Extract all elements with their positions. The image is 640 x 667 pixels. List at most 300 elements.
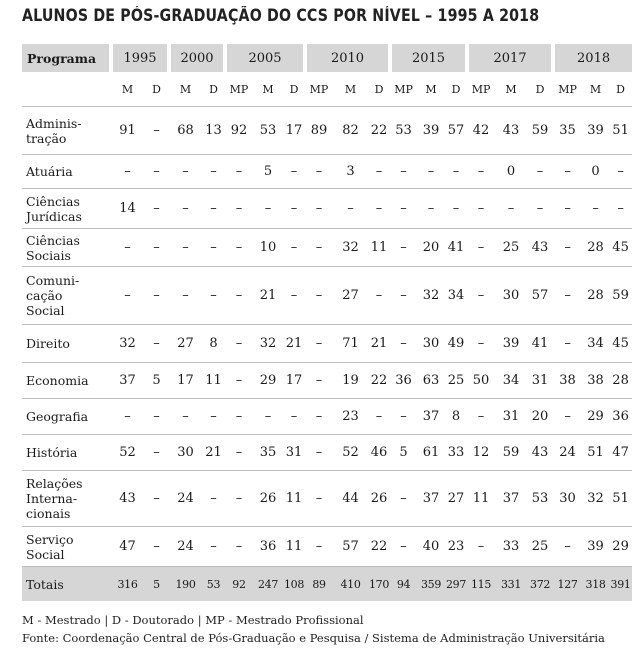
program-name-line: Atuária (26, 164, 73, 179)
value-cell: – (225, 363, 253, 399)
value-cell: 51 (609, 107, 632, 155)
legend-note: M - Mestrado | D - Doutorado | MP - Mestrado Profissional (22, 613, 364, 627)
value-cell: – (283, 399, 305, 435)
level-header: MP (471, 82, 491, 96)
value-cell: 49 (445, 325, 467, 363)
program-name (22, 189, 111, 229)
value-cell: 32 (417, 267, 445, 325)
value-cell: 91 (111, 107, 144, 155)
value-cell: 43 (527, 229, 553, 267)
value-cell: 38 (582, 363, 609, 399)
level-header: D (451, 82, 461, 96)
value-cell: – (305, 229, 333, 267)
value-cell: – (368, 155, 390, 189)
table-row (22, 527, 632, 567)
value-cell: – (368, 399, 390, 435)
value-cell: 33 (445, 435, 467, 471)
program-name-line: Social (26, 303, 65, 318)
value-cell: – (144, 399, 169, 435)
value-cell: 53 (527, 471, 553, 527)
value-cell: – (390, 229, 417, 267)
value-cell: – (225, 527, 253, 567)
value-cell: 17 (169, 363, 202, 399)
value-cell: – (553, 325, 582, 363)
value-cell: 5 (253, 155, 283, 189)
value-cell: 51 (609, 471, 632, 527)
value-cell: – (305, 363, 333, 399)
value-cell: 68 (169, 107, 202, 155)
total-cell: 53 (202, 567, 225, 602)
value-cell: – (169, 155, 202, 189)
total-cell: 318 (582, 567, 609, 602)
program-name (22, 229, 111, 267)
value-cell: 29 (582, 399, 609, 435)
value-cell: – (305, 155, 333, 189)
value-cell: – (225, 189, 253, 229)
value-cell: – (495, 189, 527, 229)
value-cell: 11 (283, 471, 305, 527)
value-cell: 42 (467, 107, 495, 155)
value-cell: 23 (445, 527, 467, 567)
level-header: M (179, 82, 192, 96)
value-cell: – (283, 267, 305, 325)
value-cell: 43 (495, 107, 527, 155)
value-cell: 39 (495, 325, 527, 363)
value-cell: 21 (368, 325, 390, 363)
value-cell: – (467, 155, 495, 189)
value-cell: – (609, 189, 632, 229)
program-name-line: tração (26, 130, 67, 146)
level-header: MP (394, 82, 413, 96)
value-cell: 34 (495, 363, 527, 399)
total-cell: 372 (527, 567, 553, 602)
value-cell: – (144, 527, 169, 567)
value-cell: – (111, 267, 144, 325)
value-cell: – (225, 229, 253, 267)
value-cell: – (467, 527, 495, 567)
level-header: M (425, 82, 437, 96)
program-name-line: Serviço (26, 531, 74, 547)
value-cell: 43 (527, 435, 553, 471)
value-cell: 21 (202, 435, 225, 471)
value-cell: 32 (111, 325, 144, 363)
value-cell: – (390, 527, 417, 567)
value-cell: – (202, 527, 225, 567)
source-note: Fonte: Coordenação Central de Pós-Graduação e Pesquisa / Sistema de Administração Universitária (22, 631, 605, 645)
value-cell: – (553, 267, 582, 325)
program-name-line: Relações (26, 476, 83, 491)
value-cell: – (202, 229, 225, 267)
value-cell: – (144, 229, 169, 267)
value-cell: 32 (582, 471, 609, 527)
value-cell: – (445, 155, 467, 189)
value-cell: – (225, 435, 253, 471)
program-name (22, 363, 111, 399)
value-cell: 82 (333, 107, 368, 155)
value-cell: 59 (609, 267, 632, 325)
program-name-line: Direito (26, 336, 70, 351)
year-header: 2015 (390, 44, 467, 72)
program-name-line: Geografia (26, 409, 89, 424)
table-row (22, 399, 632, 435)
value-cell: 63 (417, 363, 445, 399)
value-cell: 19 (333, 363, 368, 399)
value-cell: 59 (527, 107, 553, 155)
value-cell: – (417, 155, 445, 189)
level-header: M (505, 82, 517, 96)
value-cell: – (283, 155, 305, 189)
program-name-line: cionais (26, 506, 71, 521)
total-cell: 297 (445, 567, 467, 602)
value-cell: 17 (283, 363, 305, 399)
value-cell: 30 (169, 435, 202, 471)
table-row (22, 435, 632, 471)
value-cell: 3 (333, 155, 368, 189)
value-cell: 47 (111, 527, 144, 567)
value-cell: 34 (445, 267, 467, 325)
year-header: 2017 (467, 44, 553, 72)
footnotes (22, 611, 605, 647)
program-name-line: Jurídicas (26, 208, 82, 224)
value-cell: – (527, 155, 553, 189)
value-cell: 20 (417, 229, 445, 267)
value-cell: 35 (553, 107, 582, 155)
total-cell: 316 (111, 567, 144, 602)
value-cell: 28 (582, 267, 609, 325)
value-cell: – (225, 267, 253, 325)
value-cell: 11 (467, 471, 495, 527)
value-cell: 14 (111, 189, 144, 229)
value-cell: 36 (253, 527, 283, 567)
value-cell: 57 (333, 527, 368, 567)
year-header-row (22, 44, 632, 72)
value-cell: 57 (527, 267, 553, 325)
value-cell: 24 (553, 435, 582, 471)
total-cell: 94 (390, 567, 417, 602)
value-cell: – (368, 189, 390, 229)
value-cell: 44 (333, 471, 368, 527)
value-cell: 45 (609, 229, 632, 267)
value-cell: 17 (283, 107, 305, 155)
level-header: D (616, 82, 625, 96)
value-cell: 33 (495, 527, 527, 567)
table-row (22, 363, 632, 399)
value-cell: 71 (333, 325, 368, 363)
program-name (22, 527, 111, 567)
value-cell: 41 (445, 229, 467, 267)
year-header: 1995 (111, 44, 169, 72)
year-header: 2000 (169, 44, 225, 72)
value-cell: – (390, 189, 417, 229)
value-cell: 0 (582, 155, 609, 189)
value-cell: 24 (169, 527, 202, 567)
value-cell: 29 (609, 527, 632, 567)
value-cell: 11 (283, 527, 305, 567)
value-cell: 50 (467, 363, 495, 399)
value-cell: – (390, 155, 417, 189)
value-cell: – (225, 155, 253, 189)
total-cell: 170 (368, 567, 390, 602)
total-cell: 391 (609, 567, 632, 602)
value-cell: – (283, 229, 305, 267)
value-cell: 38 (553, 363, 582, 399)
level-header: M (344, 82, 357, 96)
value-cell: 25 (495, 229, 527, 267)
value-cell: – (553, 189, 582, 229)
value-cell: – (582, 189, 609, 229)
value-cell: 26 (253, 471, 283, 527)
value-cell: 35 (253, 435, 283, 471)
total-cell: 92 (225, 567, 253, 602)
value-cell: 53 (390, 107, 417, 155)
value-cell: 57 (445, 107, 467, 155)
value-cell: – (144, 107, 169, 155)
value-cell: 53 (253, 107, 283, 155)
value-cell: 22 (368, 527, 390, 567)
level-header: M (589, 82, 602, 96)
value-cell: 37 (495, 471, 527, 527)
total-cell: 359 (417, 567, 445, 602)
value-cell: – (305, 435, 333, 471)
value-cell: – (225, 471, 253, 527)
program-name-line: Economia (26, 373, 89, 388)
value-cell: 39 (417, 107, 445, 155)
value-cell: – (305, 471, 333, 527)
value-cell: – (467, 267, 495, 325)
value-cell: 34 (582, 325, 609, 363)
value-cell: – (467, 325, 495, 363)
value-cell: – (202, 471, 225, 527)
value-cell: – (253, 189, 283, 229)
total-cell: 190 (169, 567, 202, 602)
value-cell: 43 (111, 471, 144, 527)
value-cell: 40 (417, 527, 445, 567)
program-name (22, 325, 111, 363)
value-cell: 27 (333, 267, 368, 325)
value-cell: – (417, 189, 445, 229)
value-cell: – (305, 267, 333, 325)
value-cell: – (445, 189, 467, 229)
value-cell: – (169, 229, 202, 267)
value-cell: 27 (169, 325, 202, 363)
level-header: MP (558, 82, 577, 96)
value-cell: – (253, 399, 283, 435)
value-cell: 21 (253, 267, 283, 325)
year-header: 2010 (305, 44, 390, 72)
value-cell: 28 (582, 229, 609, 267)
value-cell: 22 (368, 107, 390, 155)
program-name (22, 471, 111, 527)
table-row (22, 107, 632, 155)
value-cell: – (390, 267, 417, 325)
value-cell: – (390, 325, 417, 363)
value-cell: – (283, 189, 305, 229)
value-cell: – (202, 155, 225, 189)
value-cell: – (553, 399, 582, 435)
value-cell: 37 (417, 399, 445, 435)
value-cell: – (144, 325, 169, 363)
level-header: D (152, 82, 161, 96)
totals-label: Totais (22, 567, 111, 602)
value-cell: 45 (609, 325, 632, 363)
value-cell: – (368, 267, 390, 325)
level-header: D (535, 82, 545, 96)
value-cell: – (390, 471, 417, 527)
value-cell: 31 (283, 435, 305, 471)
value-cell: – (467, 229, 495, 267)
value-cell: 21 (283, 325, 305, 363)
table-row (22, 189, 632, 229)
level-header: MP (229, 82, 249, 96)
value-cell: – (111, 229, 144, 267)
year-header: 2005 (225, 44, 305, 72)
value-cell: 0 (495, 155, 527, 189)
value-cell: 37 (417, 471, 445, 527)
program-name-line: Adminis- (26, 115, 82, 131)
value-cell: 52 (111, 435, 144, 471)
value-cell: – (467, 189, 495, 229)
totals-row (22, 567, 632, 602)
level-header: M (262, 82, 274, 96)
value-cell: 52 (333, 435, 368, 471)
program-name (22, 107, 111, 155)
value-cell: – (144, 471, 169, 527)
value-cell: – (553, 229, 582, 267)
level-header: D (374, 82, 384, 96)
value-cell: – (202, 399, 225, 435)
value-cell: – (225, 325, 253, 363)
year-header: 2018 (553, 44, 632, 72)
program-name-line: Interna- (26, 491, 78, 506)
value-cell: – (390, 399, 417, 435)
value-cell: 39 (582, 107, 609, 155)
value-cell: 8 (445, 399, 467, 435)
program-name-line: Comuni- (26, 273, 80, 288)
value-cell: – (169, 399, 202, 435)
value-cell: – (553, 527, 582, 567)
table-row (22, 229, 632, 267)
value-cell: – (527, 189, 553, 229)
value-cell: 32 (333, 229, 368, 267)
program-name (22, 435, 111, 471)
total-cell: 108 (283, 567, 305, 602)
value-cell: – (111, 399, 144, 435)
total-cell: 331 (495, 567, 527, 602)
program-header: Programa (22, 44, 111, 72)
value-cell: 37 (111, 363, 144, 399)
table-row (22, 267, 632, 325)
level-header: D (289, 82, 299, 96)
program-name-line: Ciências (26, 232, 80, 248)
value-cell: 46 (368, 435, 390, 471)
value-cell: – (553, 155, 582, 189)
value-cell: – (305, 399, 333, 435)
total-cell: 127 (553, 567, 582, 602)
value-cell: – (169, 189, 202, 229)
level-header: M (121, 82, 134, 96)
total-cell: 410 (333, 567, 368, 602)
value-cell: 20 (527, 399, 553, 435)
program-name-line: cação (26, 288, 63, 303)
value-cell: 12 (467, 435, 495, 471)
value-cell: 30 (553, 471, 582, 527)
value-cell: 11 (368, 229, 390, 267)
value-cell: 39 (582, 527, 609, 567)
program-name-line: Social (26, 546, 65, 562)
value-cell: – (202, 189, 225, 229)
value-cell: 47 (609, 435, 632, 471)
value-cell: – (305, 527, 333, 567)
total-cell: 247 (253, 567, 283, 602)
value-cell: 61 (417, 435, 445, 471)
value-cell: – (225, 399, 253, 435)
value-cell: 31 (527, 363, 553, 399)
value-cell: 41 (527, 325, 553, 363)
value-cell: – (144, 189, 169, 229)
value-cell: 30 (495, 267, 527, 325)
value-cell: – (111, 155, 144, 189)
value-cell: 59 (495, 435, 527, 471)
table-row (22, 155, 632, 189)
value-cell: 27 (445, 471, 467, 527)
table-row (22, 471, 632, 527)
value-cell: 32 (253, 325, 283, 363)
value-cell: 36 (390, 363, 417, 399)
students-table (22, 44, 632, 601)
level-header: D (209, 82, 218, 96)
value-cell: 8 (202, 325, 225, 363)
value-cell: – (609, 155, 632, 189)
level-header-row (22, 72, 632, 107)
value-cell: 51 (582, 435, 609, 471)
value-cell: 36 (609, 399, 632, 435)
program-name (22, 267, 111, 325)
program-name (22, 155, 111, 189)
value-cell: 29 (253, 363, 283, 399)
value-cell: 31 (495, 399, 527, 435)
total-cell: 115 (467, 567, 495, 602)
value-cell: – (305, 325, 333, 363)
table-row (22, 325, 632, 363)
total-cell: 89 (305, 567, 333, 602)
value-cell: 26 (368, 471, 390, 527)
program-name-line: Sociais (26, 247, 71, 263)
value-cell: 30 (417, 325, 445, 363)
value-cell: – (169, 267, 202, 325)
value-cell: – (144, 267, 169, 325)
value-cell: – (467, 399, 495, 435)
value-cell: 13 (202, 107, 225, 155)
value-cell: 92 (225, 107, 253, 155)
value-cell: 25 (445, 363, 467, 399)
value-cell: 89 (305, 107, 333, 155)
value-cell: – (144, 155, 169, 189)
value-cell: 10 (253, 229, 283, 267)
value-cell: 22 (368, 363, 390, 399)
value-cell: 11 (202, 363, 225, 399)
program-name-line: História (26, 445, 78, 460)
program-name (22, 399, 111, 435)
level-header: MP (309, 82, 329, 96)
value-cell: – (333, 189, 368, 229)
value-cell: – (202, 267, 225, 325)
value-cell: 24 (169, 471, 202, 527)
total-cell: 5 (144, 567, 169, 602)
value-cell: 25 (527, 527, 553, 567)
value-cell: 5 (144, 363, 169, 399)
value-cell: 28 (609, 363, 632, 399)
value-cell: – (144, 435, 169, 471)
